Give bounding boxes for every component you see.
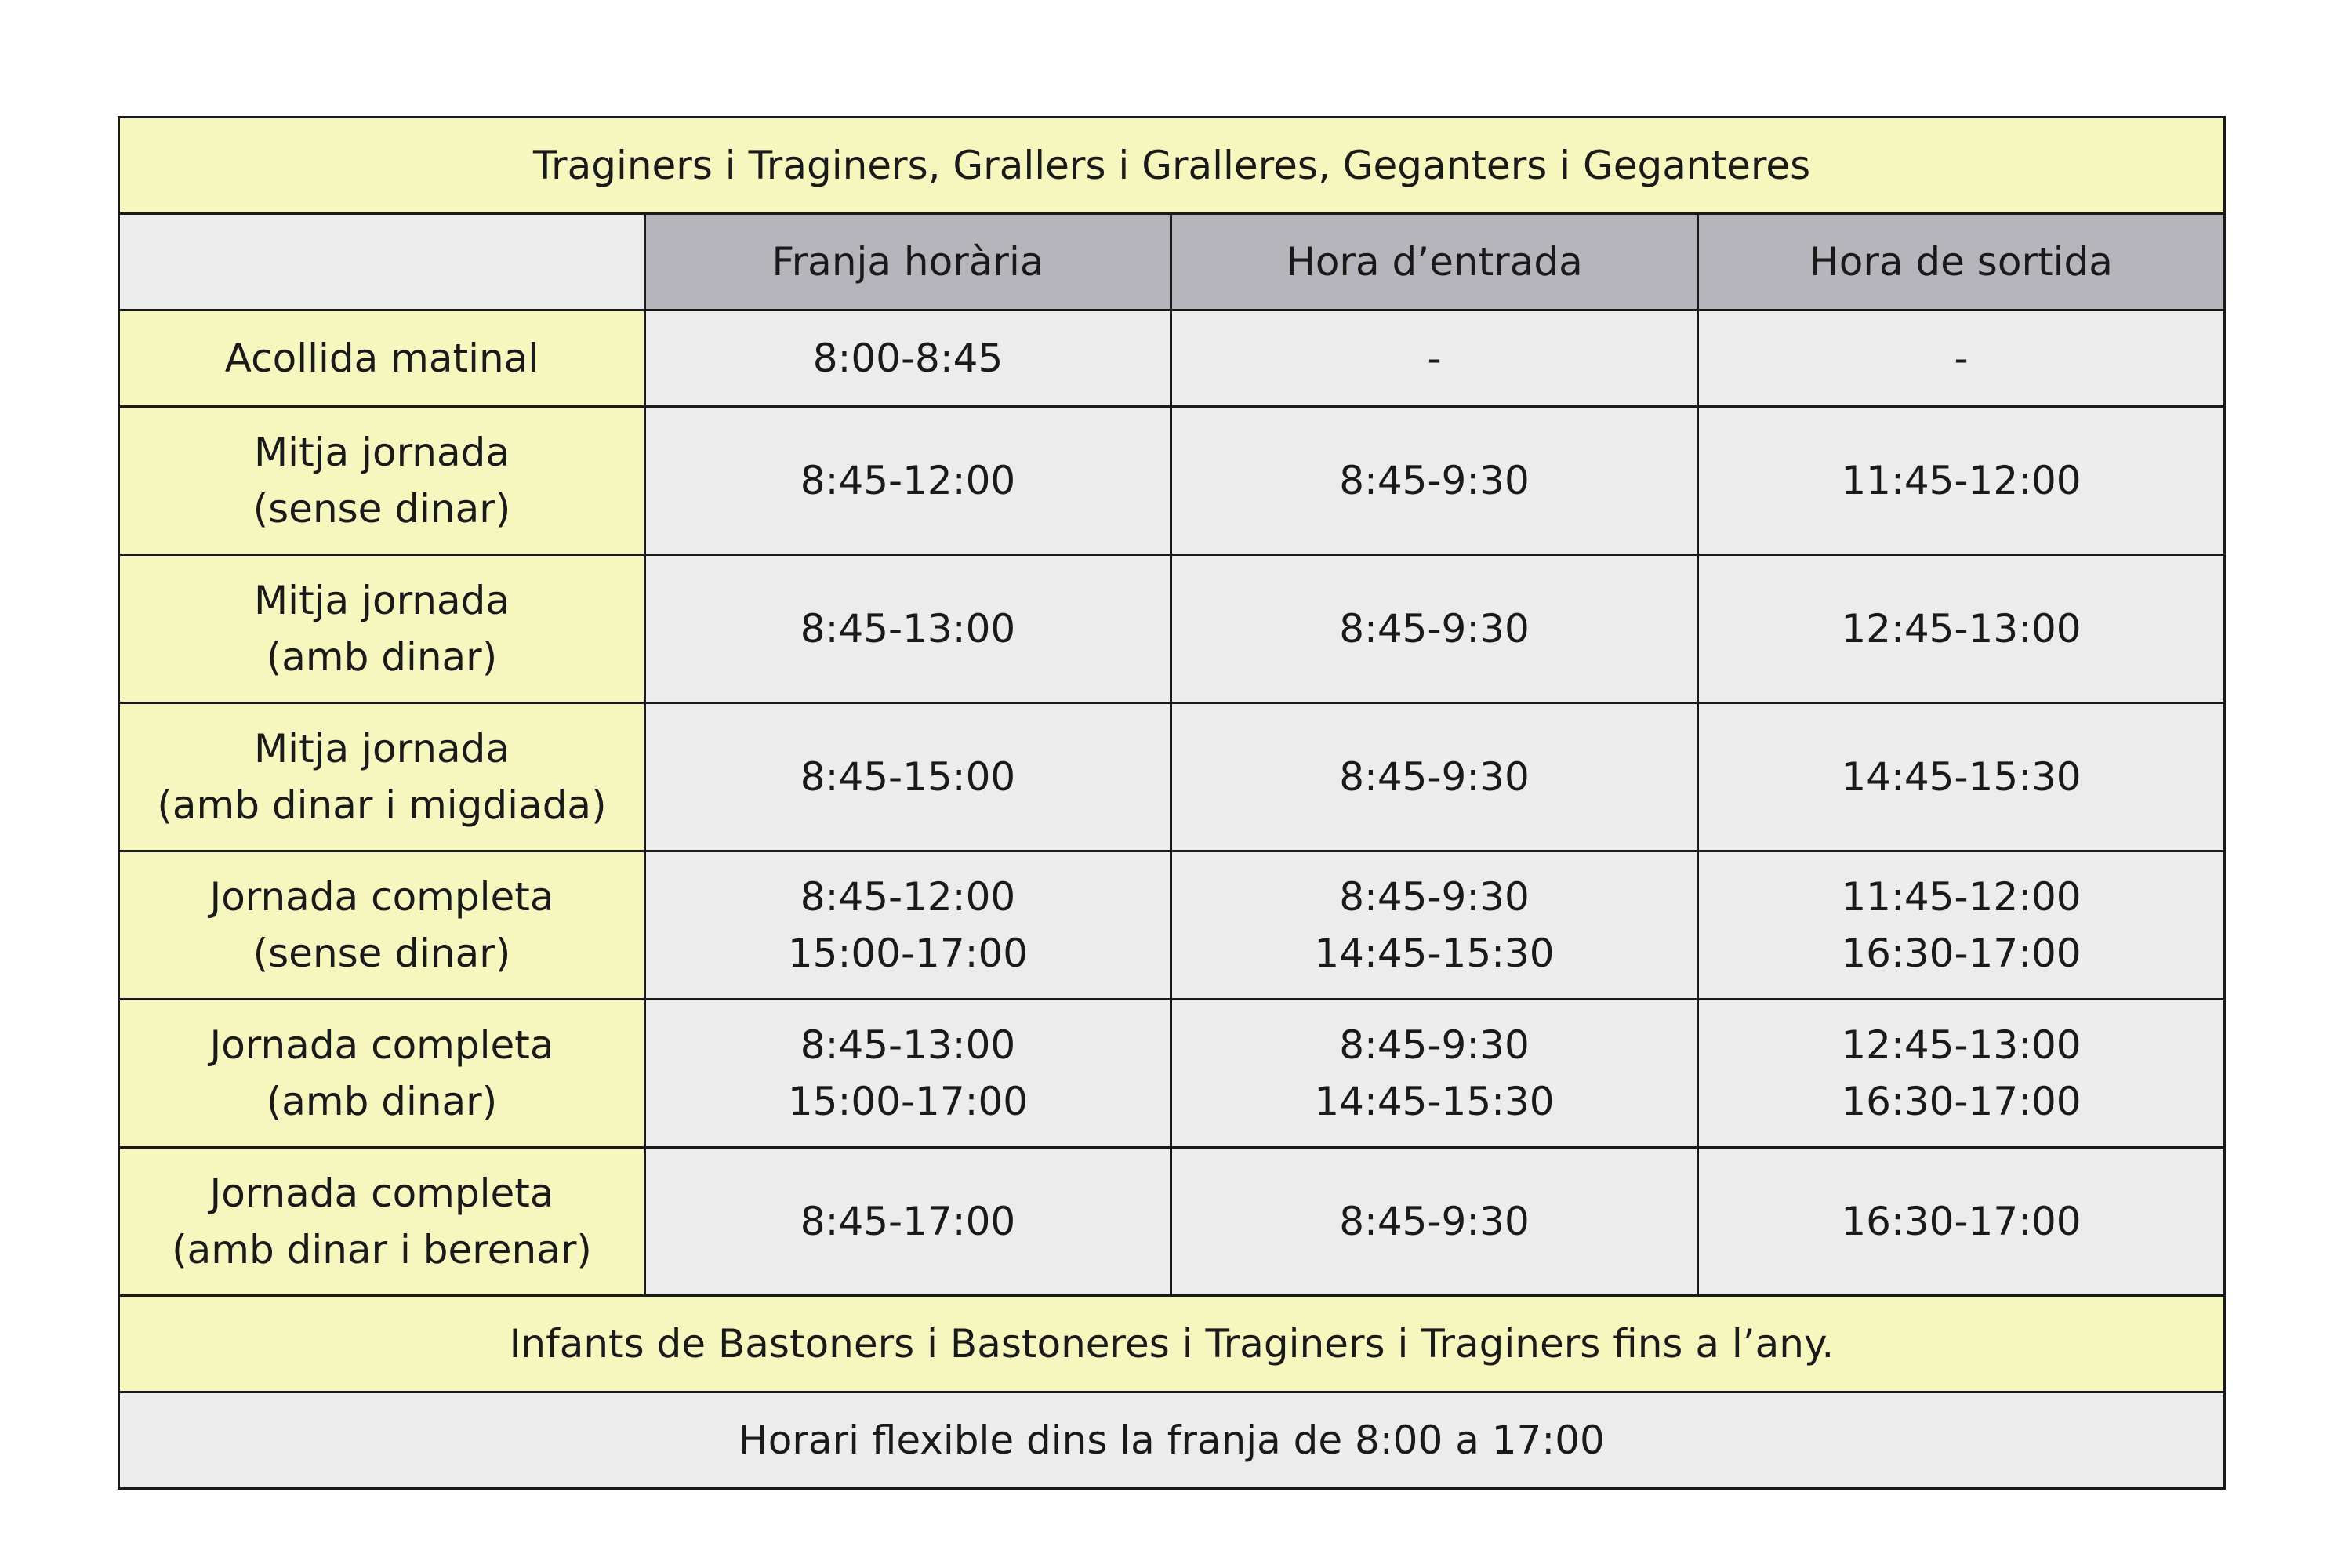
entrada-cell bbox=[1171, 1000, 1698, 1148]
row-label-line: (sense dinar) bbox=[252, 931, 511, 976]
entrada-line: - bbox=[1427, 336, 1442, 381]
sortida-cell bbox=[1698, 310, 2225, 407]
franja-line: 8:45-17:00 bbox=[800, 1199, 1016, 1244]
sortida-line: - bbox=[1954, 336, 1969, 381]
row-label-line: (amb dinar i migdiada) bbox=[157, 782, 607, 828]
row-label bbox=[119, 1000, 645, 1148]
entrada-cell bbox=[1171, 851, 1698, 1000]
sortida-cell bbox=[1698, 1148, 2225, 1296]
row-label bbox=[119, 851, 645, 1000]
sortida-line: 16:30-17:00 bbox=[1841, 1079, 2082, 1124]
header-corner bbox=[119, 214, 645, 310]
note-text: Infants de Bastoners i Bastoneres i Traginers i Traginers fins a l’any. bbox=[119, 1296, 2225, 1392]
entrada-cell bbox=[1171, 555, 1698, 703]
row-label bbox=[119, 703, 645, 851]
row-label-line: (amb dinar i berenar) bbox=[172, 1227, 592, 1272]
row-label-line: Jornada completa bbox=[209, 1171, 554, 1216]
entrada-line: 8:45-9:30 bbox=[1339, 458, 1530, 503]
franja-line: 8:45-15:00 bbox=[800, 754, 1016, 800]
entrada-line: 8:45-9:30 bbox=[1339, 606, 1530, 652]
franja-line: 8:00-8:45 bbox=[812, 336, 1004, 381]
entrada-line: 8:45-9:30 bbox=[1339, 1022, 1530, 1068]
franja-cell bbox=[645, 1000, 1171, 1148]
row-label-line: (sense dinar) bbox=[252, 486, 511, 532]
franja-line: 15:00-17:00 bbox=[787, 931, 1029, 976]
row-label-line: Jornada completa bbox=[209, 1022, 554, 1068]
table-row bbox=[119, 1148, 2225, 1296]
row-label bbox=[119, 407, 645, 555]
table-row bbox=[119, 555, 2225, 703]
entrada-line: 14:45-15:30 bbox=[1314, 1079, 1555, 1124]
row-label-line: Mitja jornada bbox=[254, 430, 510, 475]
entrada-line: 8:45-9:30 bbox=[1339, 874, 1530, 920]
sortida-line: 16:30-17:00 bbox=[1841, 1199, 2082, 1244]
table-row bbox=[119, 703, 2225, 851]
entrada-line: 14:45-15:30 bbox=[1314, 931, 1555, 976]
sortida-cell bbox=[1698, 851, 2225, 1000]
table-row bbox=[119, 851, 2225, 1000]
franja-cell bbox=[645, 1148, 1171, 1296]
sortida-line: 12:45-13:00 bbox=[1841, 1022, 2082, 1068]
sortida-cell bbox=[1698, 703, 2225, 851]
row-label-line: Jornada completa bbox=[209, 874, 554, 920]
row-label-line: Mitja jornada bbox=[254, 726, 510, 771]
franja-cell bbox=[645, 310, 1171, 407]
table-row bbox=[119, 310, 2225, 407]
row-label-line: Mitja jornada bbox=[254, 578, 510, 623]
sortida-line: 14:45-15:30 bbox=[1841, 754, 2082, 800]
franja-line: 8:45-12:00 bbox=[800, 874, 1016, 920]
table-title: Traginers i Traginers, Grallers i Gralleres, Geganters i Geganteres bbox=[119, 118, 2225, 214]
header-sortida: Hora de sortida bbox=[1698, 214, 2225, 310]
table-row bbox=[119, 1000, 2225, 1148]
franja-cell bbox=[645, 555, 1171, 703]
franja-cell bbox=[645, 407, 1171, 555]
header-row bbox=[119, 214, 2225, 310]
row-label bbox=[119, 310, 645, 407]
row-label bbox=[119, 555, 645, 703]
sortida-cell bbox=[1698, 555, 2225, 703]
entrada-cell bbox=[1171, 310, 1698, 407]
franja-line: 15:00-17:00 bbox=[787, 1079, 1029, 1124]
franja-cell bbox=[645, 703, 1171, 851]
entrada-cell bbox=[1171, 703, 1698, 851]
sortida-line: 16:30-17:00 bbox=[1841, 931, 2082, 976]
row-label-line: Acollida matinal bbox=[224, 336, 539, 381]
header-franja: Franja horària bbox=[645, 214, 1171, 310]
row-label-line: (amb dinar) bbox=[266, 1079, 498, 1124]
header-entrada: Hora d’entrada bbox=[1171, 214, 1698, 310]
sortida-cell bbox=[1698, 1000, 2225, 1148]
sortida-line: 11:45-12:00 bbox=[1841, 874, 2082, 920]
row-label bbox=[119, 1148, 645, 1296]
sortida-line: 11:45-12:00 bbox=[1841, 458, 2082, 503]
table-row bbox=[119, 407, 2225, 555]
sortida-line: 12:45-13:00 bbox=[1841, 606, 2082, 652]
flexible-text: Horari flexible dins la franja de 8:00 a 17:00 bbox=[119, 1392, 2225, 1489]
row-label-line: (amb dinar) bbox=[266, 634, 498, 680]
note-row bbox=[119, 1296, 2225, 1392]
franja-cell bbox=[645, 851, 1171, 1000]
title-row bbox=[119, 118, 2225, 214]
sortida-cell bbox=[1698, 407, 2225, 555]
entrada-cell bbox=[1171, 407, 1698, 555]
entrada-line: 8:45-9:30 bbox=[1339, 754, 1530, 800]
franja-line: 8:45-12:00 bbox=[800, 458, 1016, 503]
entrada-cell bbox=[1171, 1148, 1698, 1296]
flexible-row bbox=[119, 1392, 2225, 1489]
franja-line: 8:45-13:00 bbox=[800, 1022, 1016, 1068]
schedule-table bbox=[118, 116, 2226, 1490]
entrada-line: 8:45-9:30 bbox=[1339, 1199, 1530, 1244]
franja-line: 8:45-13:00 bbox=[800, 606, 1016, 652]
